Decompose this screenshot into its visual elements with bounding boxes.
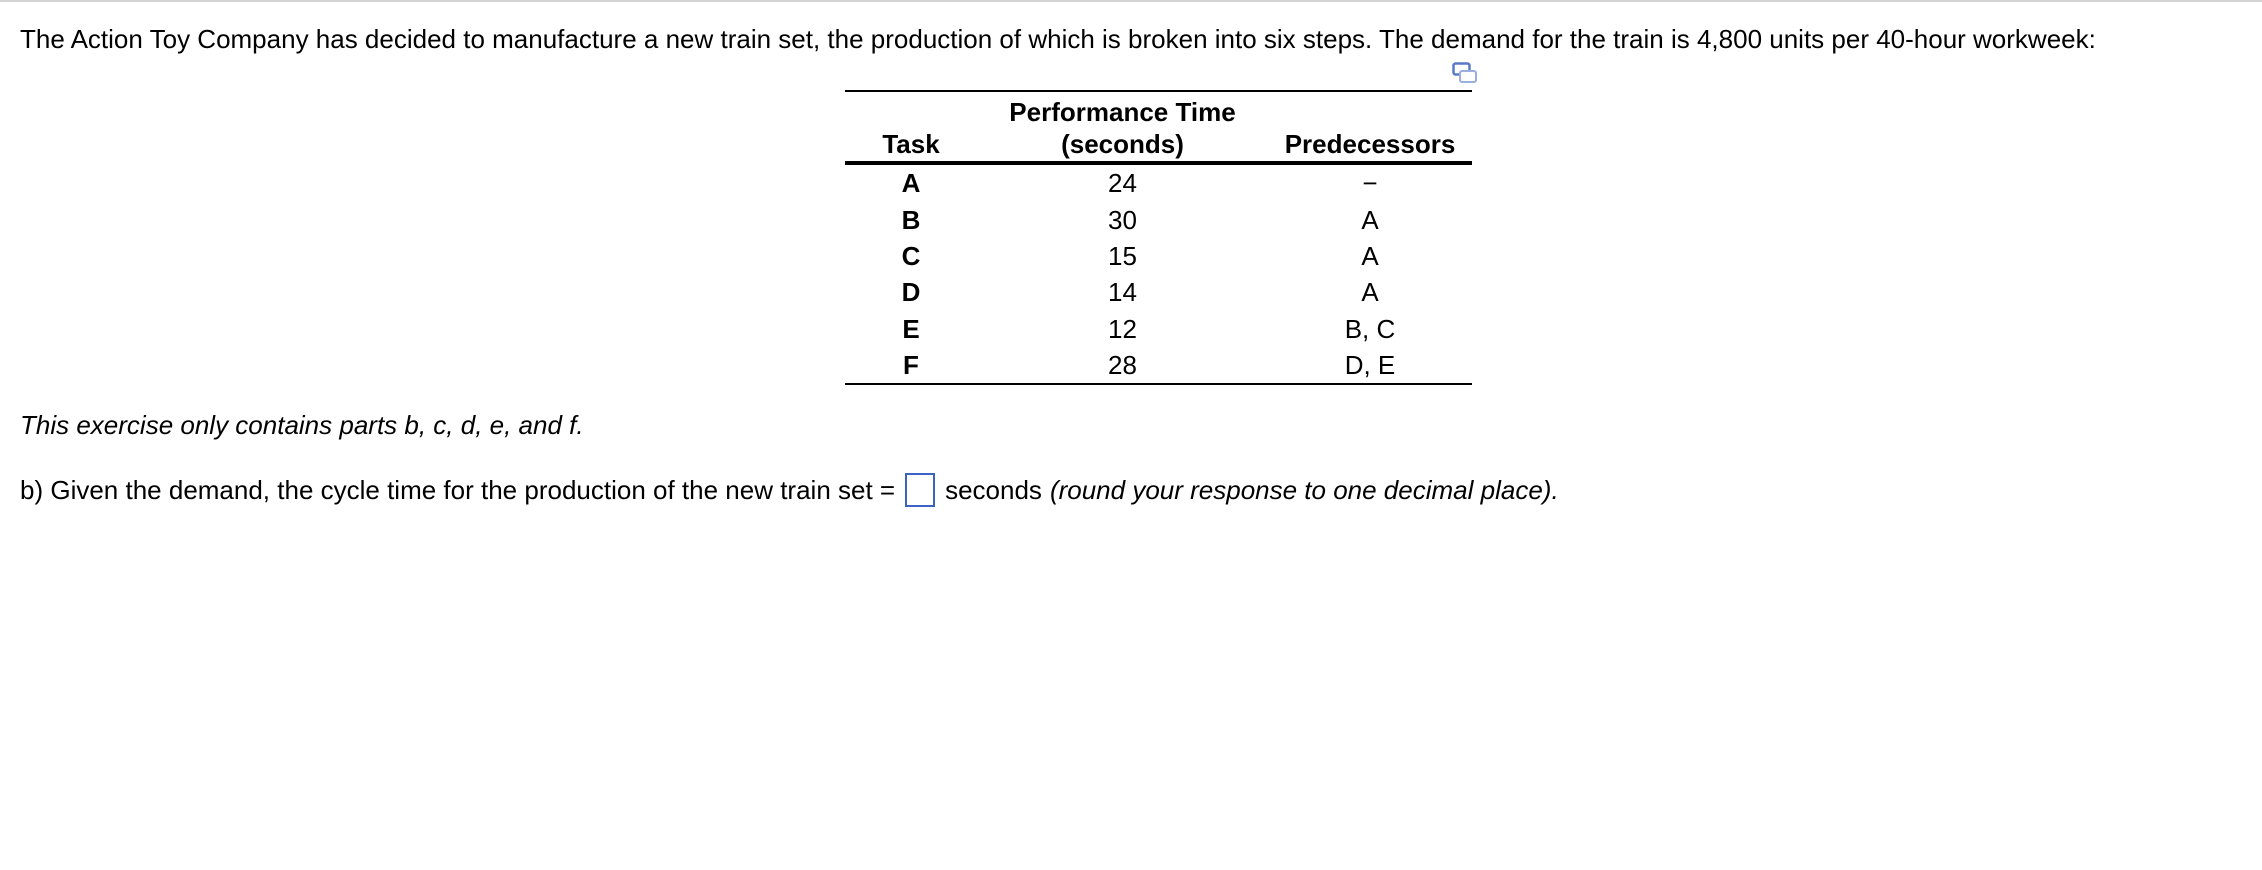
table-row: [845, 311, 1472, 347]
task-table-container: [845, 90, 1472, 385]
top-divider: [0, 0, 2262, 2]
task-cell: E: [902, 313, 920, 344]
table-header-row: [845, 91, 1472, 163]
answer-unit: seconds: [945, 475, 1042, 505]
task-cell: C: [901, 240, 921, 271]
header-task: Task: [845, 91, 977, 163]
table-row: [845, 238, 1472, 274]
rounding-hint: (round your response to one decimal place).: [1049, 475, 1559, 505]
table-row: [845, 201, 1472, 237]
predecessor-cell: A: [1361, 240, 1379, 271]
problem-statement: The Action Toy Company has decided to manufacture a new train set, the production of which is broken into six steps. The demand for the train is 4,800 units per 40-hour workweek:: [20, 24, 2096, 54]
predecessor-cell: B, C: [1344, 313, 1396, 344]
time-cell: 14: [1108, 277, 1137, 308]
task-cell: F: [903, 350, 919, 381]
header-time-line2: (seconds): [1061, 129, 1184, 159]
time-cell: 28: [1108, 350, 1137, 381]
copy-icon[interactable]: [1452, 62, 1478, 86]
header-time-line1: Performance Time: [1009, 97, 1236, 127]
header-predecessors: Predecessors: [1268, 91, 1472, 163]
exercise-note: This exercise only contains parts b, c, d, e, and f.: [20, 410, 584, 440]
table-row: [845, 347, 1472, 384]
time-cell: 24: [1108, 168, 1137, 199]
cycle-time-answer-input[interactable]: [905, 473, 935, 507]
task-table: [845, 90, 1472, 385]
table-row: [845, 163, 1472, 201]
table-row: [845, 274, 1472, 310]
task-cell: B: [901, 204, 921, 235]
question-b: [20, 471, 1559, 509]
predecessor-cell: −: [1362, 168, 1378, 199]
task-cell: A: [901, 168, 921, 199]
task-cell: D: [901, 277, 921, 308]
time-cell: 30: [1108, 204, 1137, 235]
question-prompt: b) Given the demand, the cycle time for the production of the new train set =: [20, 475, 896, 505]
predecessor-cell: A: [1361, 204, 1379, 235]
predecessor-cell: A: [1361, 277, 1379, 308]
time-cell: 15: [1108, 240, 1137, 271]
predecessor-cell: D, E: [1344, 350, 1396, 381]
header-performance-time: [977, 91, 1268, 163]
time-cell: 12: [1108, 313, 1137, 344]
